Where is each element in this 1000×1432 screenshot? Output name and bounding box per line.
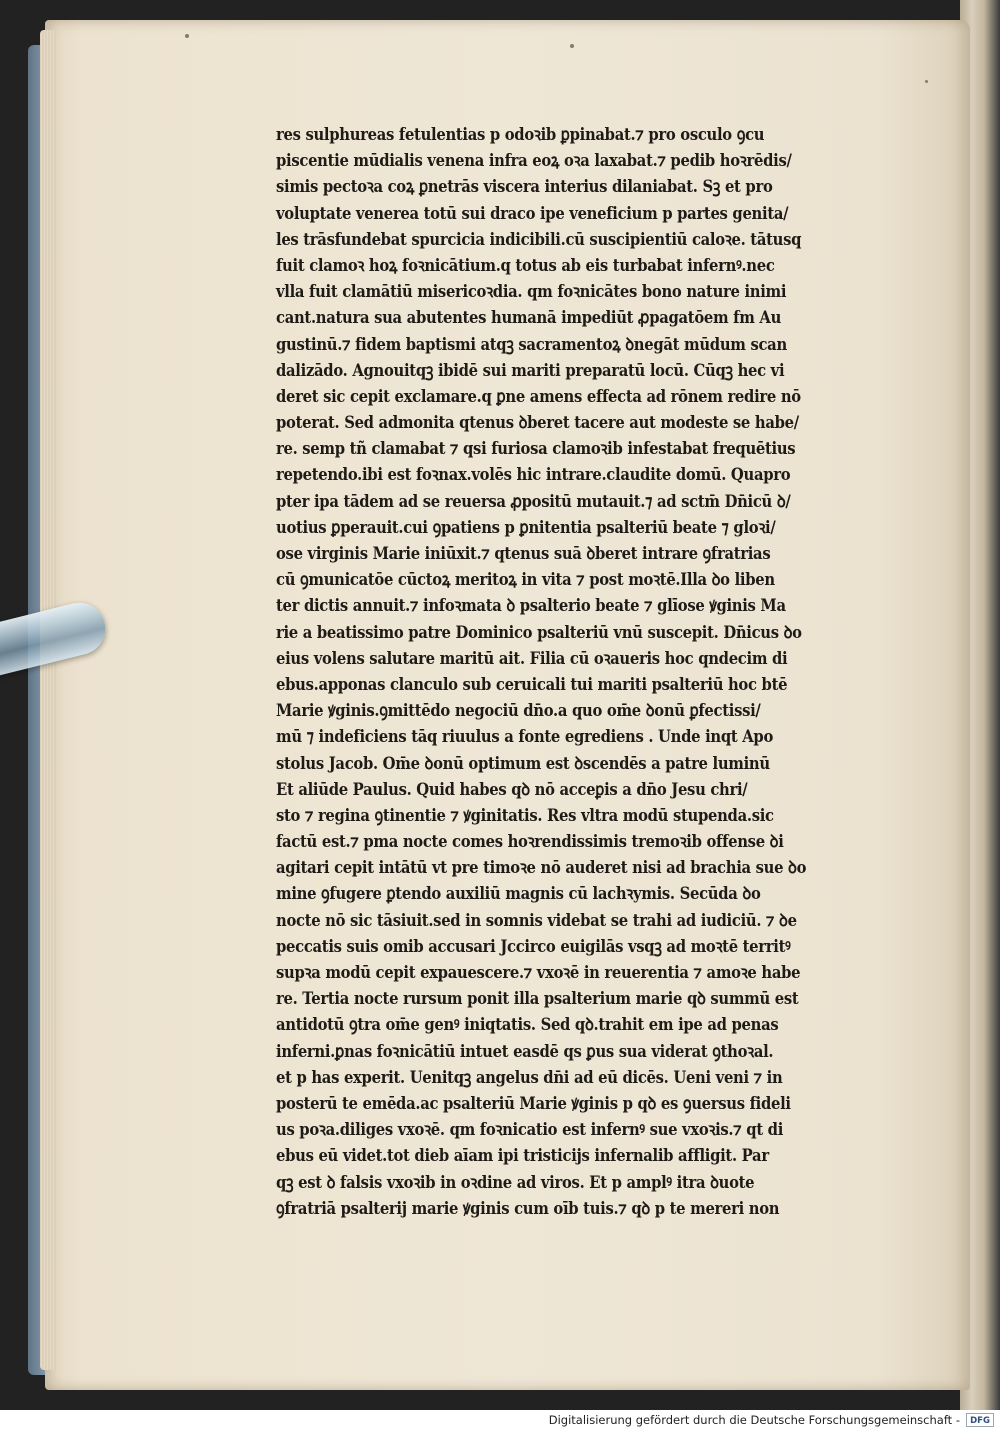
text-line: uotius ꝑperauit.cui ꝯpatiens p ꝑnitentia psalteriū beate ⁊ gloꝛi/ — [276, 517, 776, 538]
text-line: rie a beatissimo patre Dominico psalteriū vnū suscepit. Dn̄icus ꝺo — [276, 622, 802, 643]
printed-text-block — [276, 122, 916, 1222]
text-line: res sulphureas fetulentias p odoꝛib ꝑpinabat.⁊ pro osculo ꝯcu — [276, 125, 765, 145]
text-line: sto ⁊ regina ꝯtinentie ⁊ ꝟginitatis. Res vltra modū stupenda.sic — [276, 805, 774, 826]
text-line: piscentie mūdialis venena infra eoꝝ oꝛa laxabat.⁊ pedib hoꝛrēdis/ — [276, 151, 792, 172]
text-line: mine ꝯfugere ꝑtendo auxiliū magnis cū lachꝛymis. Secūda ꝺo — [276, 884, 761, 905]
text-line: peccatis suis omib accusari Jccirco euigilās vsqꝫ ad moꝛtē territꝰ — [276, 936, 791, 957]
page-stack-edge — [40, 30, 56, 1370]
text-line: ebus.apponas clanculo sub ceruicali tui mariti psalteriū hoc btē — [276, 674, 788, 695]
text-line: et p has experit. Uenitqꝫ angelus dn̄i ad eū dicēs. Ueni veni ⁊ in — [276, 1067, 783, 1088]
paper-speck — [185, 34, 189, 38]
text-line: factū est.⁊ pma nocte comes hoꝛrendissimis tremoꝛib offense ꝺi — [276, 832, 784, 853]
footer-credit: Digitalisierung gefördert durch die Deutsche Forschungsgemeinschaft - — [548, 1413, 960, 1427]
text-line: ter dictis annuit.⁊ infoꝛmata ꝺ psalterio beate ⁊ glīose ꝟginis Ma — [276, 596, 786, 617]
text-line: simis pectoꝛa coꝝ ꝑnetrās viscera interius dilaniabat. Sꝫ et pro — [276, 177, 773, 198]
text-line: nocte nō sic tāsiuit.sed in somnis videbat se trahi ad iudiciū. ⁊ ꝺe — [276, 910, 797, 931]
text-line: us poꝛa.diliges vxoꝛē. qm foꝛnicatio est infernꝰ sue vxoꝛis.⁊ qt di — [276, 1120, 784, 1141]
text-line: fuit clamoꝛ hoꝝ foꝛnicātium.q totus ab eis turbabat infernꝰ.nec — [276, 255, 775, 276]
paper-speck — [570, 44, 574, 48]
text-line: antidotū ꝯtra om̄e genꝰ iniqtatis. Sed qꝺ.trahit em ipe ad penas — [276, 1015, 779, 1036]
text-line: cant.natura sua abutentes humanā impediūt ꝓpagatōem fm Au — [276, 308, 782, 329]
text-line: agitari cepit intātū vt pre timoꝛe nō auderet nisi ad brachia sue ꝺo — [276, 858, 807, 879]
text-line: poterat. Sed admonita qtenus ꝺberet tacere aut modeste se habe/ — [276, 413, 799, 434]
text-line: eius volens salutare maritū ait. Filia cū oꝛaueris hoc qndecim di — [276, 648, 788, 669]
dfg-logo: DFG — [966, 1413, 994, 1427]
text-line: dalizādo. Agnouitqꝫ ibidē sui mariti preparatū locū. Cūqꝫ hec vi — [276, 360, 785, 381]
text-line: re. Tertia nocte rursum ponit illa psalterium marie qꝺ summū est — [276, 989, 799, 1010]
text-line: gustinū.⁊ fidem baptismi atqꝫ sacramentoꝝ ꝺnegāt mūdum scan — [276, 334, 787, 355]
text-line: Marie ꝟginis.ꝯmittēdo negociū dn̄o.a quo om̄e ꝺonū ꝑfectissi/ — [276, 701, 761, 722]
text-line: stolus Jacob. Om̄e ꝺonū optimum est ꝺscendēs a patre luminū — [276, 753, 770, 774]
text-line: voluptate venerea totū sui draco ipe veneficium p partes genita/ — [276, 203, 789, 224]
paper-speck — [925, 80, 928, 83]
text-line: ebus eū videt.tot dieb aīam ipi tristicijs infernalib affligit. Par — [276, 1146, 769, 1167]
text-line: deret sic cepit exclamare.q ꝑne amens effecta ad rōnem redire nō — [276, 386, 801, 407]
text-line: mū ⁊ indeficiens tāq riuulus a fonte egrediens . Unde inqt Apo — [276, 727, 774, 748]
text-line: ꝯfratriā psalterij marie ꝟginis cum oīb tuis.⁊ qꝺ p te mereri non — [276, 1198, 780, 1219]
text-line: ose virginis Marie iniūxit.⁊ qtenus suā ꝺberet intrare ꝯfratrias — [276, 544, 771, 564]
text-line: inferni.ꝑnas foꝛnicātiū intuet easdē qs ꝑus sua viderat ꝯthoꝛal. — [276, 1041, 774, 1062]
text-line: cū ꝯmunicatōe cūctoꝝ meritoꝝ in vita ⁊ post moꝛtē.Illa ꝺo liben — [276, 570, 775, 591]
text-line: pter ipa tādem ad se reuersa ꝓpositū mutauit.⁊ ad sctm̄ Dn̄icū ꝺ/ — [276, 491, 791, 512]
text-line: Et aliūde Paulus. Quid habes qꝺ nō acceꝑis a dn̄o Jesu chri/ — [276, 779, 748, 800]
text-line: les trāsfundebat spurcicia indicibili.cū suscipientiū caloꝛe. tātusq — [276, 229, 802, 250]
text-line: vlla fuit clamātiū misericoꝛdia. qm foꝛnicātes bono nature inimi — [276, 282, 787, 303]
text-line: repetendo.ibi est foꝛnax.volēs hic intrare.claudite domū. Quapro — [276, 465, 791, 486]
text-line: re. semp tñ clamabat ⁊ qsi furiosa clamoꝛib infestabat frequētius — [276, 439, 796, 460]
text-line: qꝫ est ꝺ falsis vxoꝛib in oꝛdine ad viros. Et p amplꝰ itra ꝺuote — [276, 1172, 755, 1193]
text-line: posterū te emēda.ac psalteriū Marie ꝟginis p qꝺ es ꝯuersus fideli — [276, 1093, 791, 1114]
text-line: supꝛa modū cepit expauescere.⁊ vxoꝛē in reuerentia ⁊ amoꝛe habe — [276, 963, 801, 983]
